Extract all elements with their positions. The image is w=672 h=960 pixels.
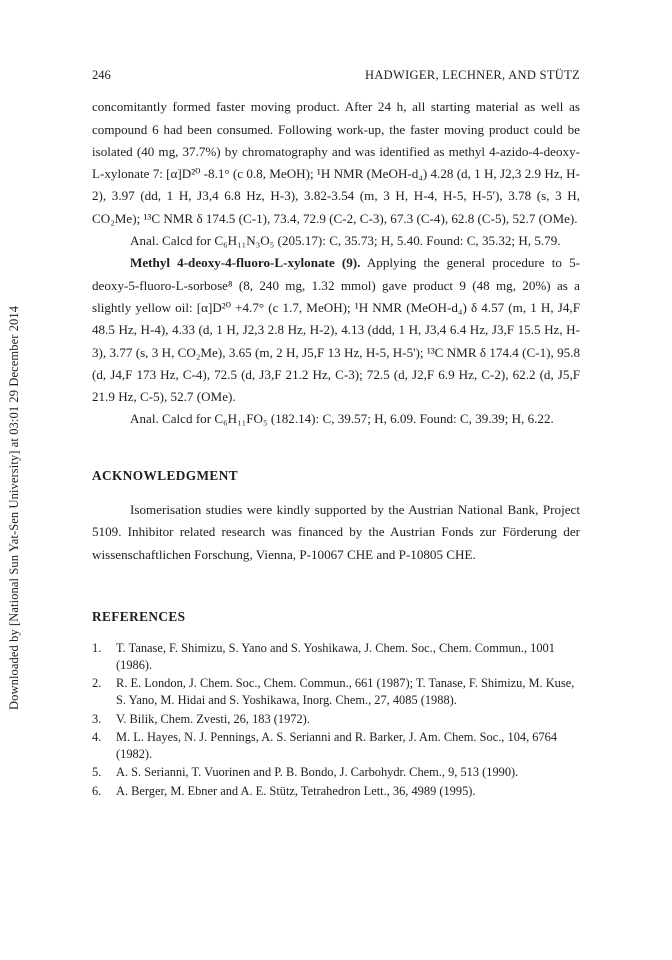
page-number: 246	[92, 68, 111, 82]
download-watermark	[4, 170, 26, 710]
reference-list	[92, 640, 580, 799]
references-heading: REFERENCES	[92, 608, 186, 624]
reference-item: 3. V. Bilik, Chem. Zvesti, 26, 183 (1972).	[92, 711, 580, 728]
reference-text: T. Tanase, F. Shimizu, S. Yano and S. Yoshikawa, J. Chem. Soc., Chem. Commun., 1001 (1986).	[116, 641, 555, 672]
download-watermark-text: Downloaded by [National Sun Yat-Sen University] at 03:01 29 December 2014	[7, 305, 21, 710]
reference-item: 4. M. L. Hayes, N. J. Pennings, A. S. Serianni and R. Barker, J. Am. Chem. Soc., 104, 6764 (1982).	[92, 729, 580, 762]
reference-item: 2. R. E. London, J. Chem. Soc., Chem. Commun., 661 (1987); T. Tanase, F. Shimizu, M. Kuse, S. Yano, M. Hidai and S. Yoshikawa, Inorg. Chem., 27, 4085 (1988).	[92, 675, 580, 708]
reference-text: V. Bilik, Chem. Zvesti, 26, 183 (1972).	[116, 711, 310, 726]
compound-9-title: Methyl 4-deoxy-4-fluoro-L-xylonate (9).	[130, 255, 361, 271]
reference-item: 5. A. S. Serianni, T. Vuorinen and P. B. Bondo, J. Carbohydr. Chem., 9, 513 (1990).	[92, 764, 580, 781]
analysis-compound-7: Anal. Calcd for C₆H₁₁N₃O₅ (205.17): C, 35.73; H, 5.40. Found: C, 35.32; H, 5.79.	[130, 233, 561, 249]
reference-text: R. E. London, J. Chem. Soc., Chem. Commun., 661 (1987); T. Tanase, F. Shimizu, M. Kuse, S. Yano, M. Hidai and S. Yoshikawa, Inorg. Chem., 27, 4085 (1988).	[116, 676, 575, 708]
reference-item: 6. A. Berger, M. Ebner and A. E. Stütz, Tetrahedron Lett., 36, 4989 (1995).	[92, 783, 580, 800]
page-header	[92, 64, 580, 86]
reference-text: A. Berger, M. Ebner and A. E. Stütz, Tetrahedron Lett., 36, 4989 (1995).	[116, 783, 476, 798]
analysis-compound-9: Anal. Calcd for C₆H₁₁FO₅ (182.14): C, 39.57; H, 6.09. Found: C, 39.39; H, 6.22.	[130, 411, 554, 427]
reference-text: A. S. Serianni, T. Vuorinen and P. B. Bondo, J. Carbohydr. Chem., 9, 513 (1990).	[116, 765, 519, 780]
body-paragraph-1: concomitantly formed faster moving product. After 24 h, all starting material as well as compound 6 had been consumed. Following work-up, the faster moving product could be isolated (40 mg, 37.7%) by chromatography and was identified as methyl 4-azido-4-deoxy-L-xylonate 7: [α]D²⁰ -8.1° (c 0.8, MeOH); ¹H NMR (MeOH-d₄) 4.28 (d, 1 H, J2,3 2.9 Hz, H-2), 3.97 (dd, 1 H, J3,4 6.8 Hz, H-3), 3.82-3.54 (m, 3 H, H-4, H-5, H-5'), 3.78 (s, 3 H, CO₂Me); ¹³C NMR δ 174.5 (C-1), 73.4, 72.9 (C-2, C-3), 67.3 (C-4), 62.8 (C-5), 52.7 (OMe).	[92, 99, 580, 226]
acknowledgment-heading: ACKNOWLEDGMENT	[92, 467, 238, 483]
reference-text: M. L. Hayes, N. J. Pennings, A. S. Serianni and R. Barker, J. Am. Chem. Soc., 104, 6764 (1982).	[116, 730, 558, 761]
reference-item: 1. T. Tanase, F. Shimizu, S. Yano and S. Yoshikawa, J. Chem. Soc., Chem. Commun., 1001 (1986).	[92, 640, 580, 673]
compound-9-description: Applying the general procedure to 5-deoxy-5-fluoro-L-sorbose⁸ (8, 240 mg, 1.32 mmol) gave product 9 (48 mg, 20%) as a slightly yellow oil: [α]D²⁰ +4.7° (c 1.7, MeOH); ¹H NMR (MeOH-d₄) δ 4.57 (m, 1 H, J4,F 48.5 Hz, H-4), 4.33 (d, 1 H, J2,3 2.8 Hz, H-2), 4.13 (ddd, 1 H, J3,4 6.4 Hz, J3,F 15.5 Hz, H-3), 3.77 (s, 3 H, CO₂Me), 3.65 (m, 2 H, J5,F 13 Hz, H-5, H-5'); ¹³C NMR δ 174.4 (C-1), 95.8 (d, J4,F 173 Hz, C-4), 72.5 (d, J3,F 21.2 Hz, C-3); 72.5 (d, J2,F 6.9 Hz, C-2), 62.2 (d, J5,F 21.9 Hz, C-5), 52.7 (OMe).	[92, 255, 580, 405]
acknowledgment-text: Isomerisation studies were kindly supported by the Austrian National Bank, Project 5109. Inhibitor related research was financed by the Austrian Fonds zur Förderung der wissenschaftlichen Forschung, Vienna, P-10067 CHE and P-10805 CHE.	[92, 502, 580, 562]
running-head: HADWIGER, LECHNER, AND STÜTZ	[365, 68, 580, 82]
body-paragraph-compound-9	[92, 252, 580, 408]
journal-page	[92, 64, 580, 802]
